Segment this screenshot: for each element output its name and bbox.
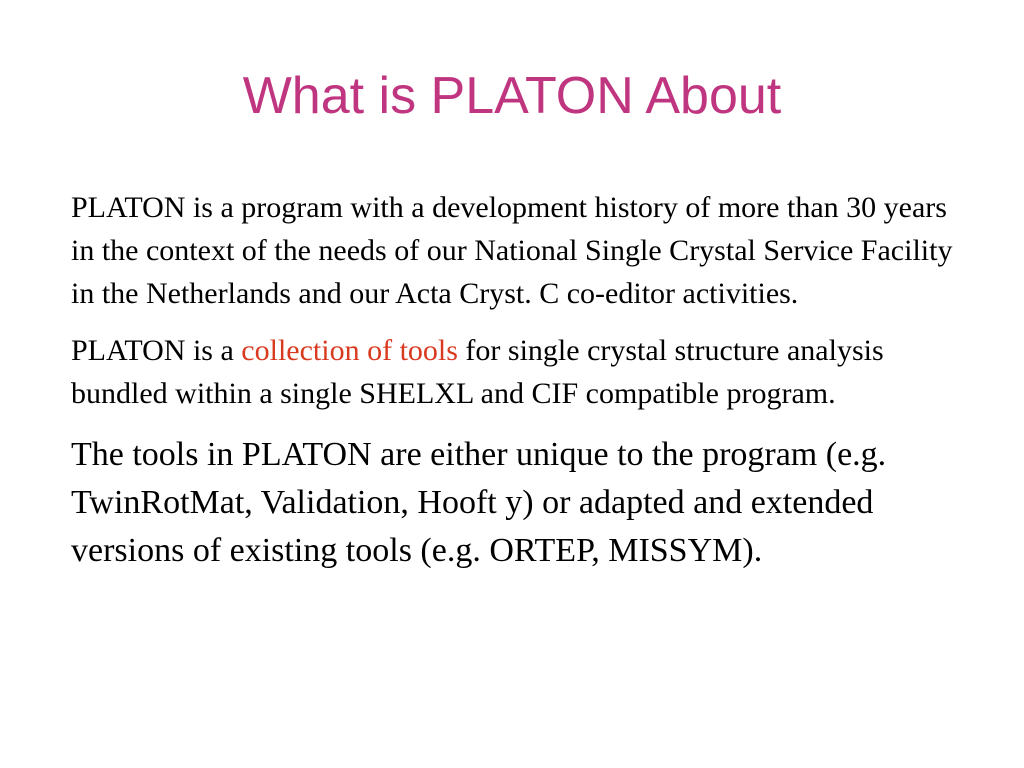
paragraph-collection (71, 329, 961, 415)
highlighted-phrase: collection of tools (241, 334, 458, 367)
paragraph-history: PLATON is a program with a development history of more than 30 years in the context of the needs of our National Single Crystal Service Facility in the Netherlands and our Acta Cryst. C co-editor activities. (71, 191, 953, 310)
paragraph-collection-lead: PLATON is a (71, 334, 242, 367)
slide-title: What is PLATON About (242, 67, 782, 125)
paragraph-collection-tail: for single crystal structure analysis bundled within a single SHELXL and CIF compatible program. (71, 334, 884, 410)
slide-body (71, 186, 961, 575)
paragraph-tools: The tools in PLATON are either unique to the program (e.g. TwinRotMat, Validation, Hooft y) or adapted and extended versions of existing tools (e.g. ORTEP, MISSYM). (71, 436, 887, 569)
